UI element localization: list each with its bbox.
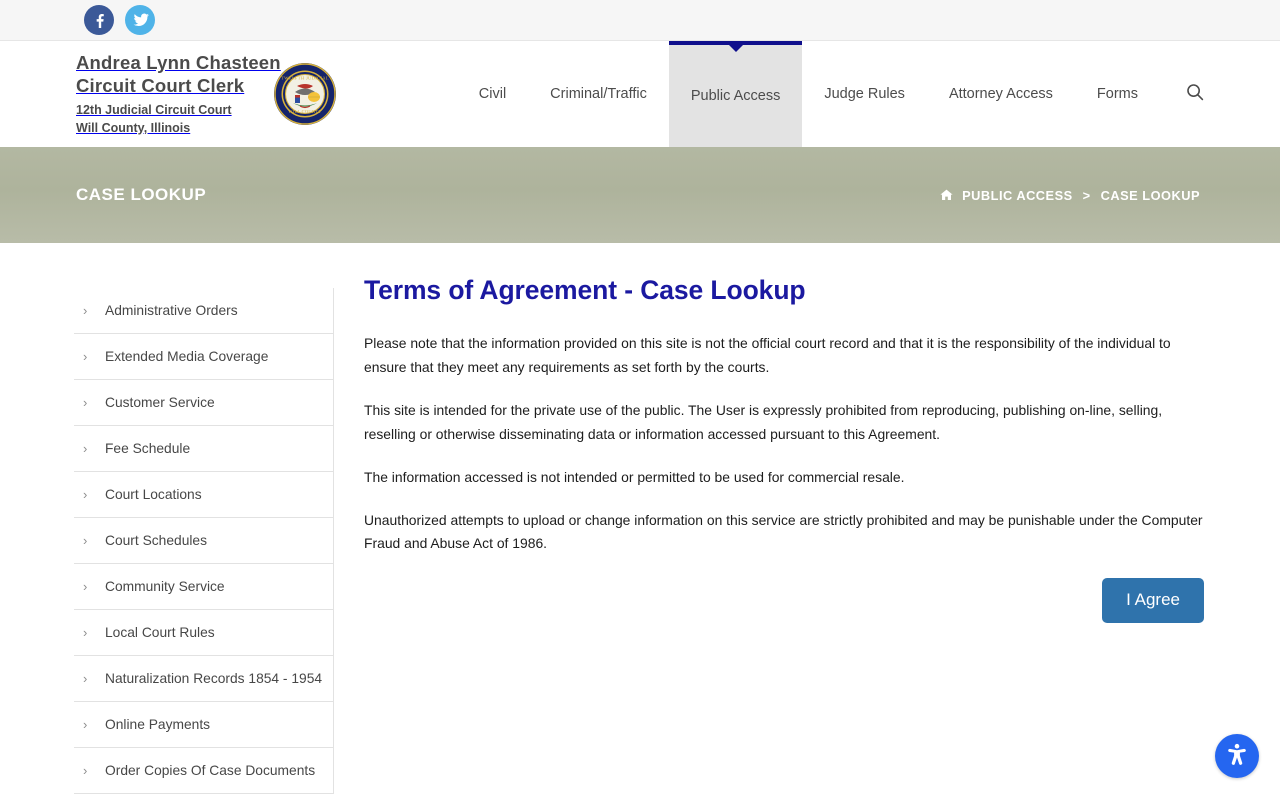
sidebar-item-label: Court Schedules <box>105 533 208 548</box>
nav-label: Attorney Access <box>948 86 1053 102</box>
accessibility-widget-button[interactable] <box>1215 734 1259 778</box>
sidebar-item-online-payments[interactable] <box>74 702 333 748</box>
twitter-icon <box>132 12 149 29</box>
sidebar-item-label: Extended Media Coverage <box>105 349 269 364</box>
sidebar-item-naturalization-records[interactable] <box>74 656 333 702</box>
nav-label: Criminal/Traffic <box>550 86 647 102</box>
sidebar-item-court-schedules[interactable] <box>74 518 333 564</box>
accessibility-person-icon <box>1224 741 1250 772</box>
sidebar-item-local-court-rules[interactable] <box>74 610 333 656</box>
chevron-right-icon: › <box>83 671 88 686</box>
sidebar-item-administrative-orders[interactable] <box>74 288 333 334</box>
search-icon <box>1186 83 1204 106</box>
social-links <box>84 5 155 35</box>
breadcrumb-item-public-access[interactable]: PUBLIC ACCESS <box>962 187 1073 203</box>
sidebar-item-label: Order Copies Of Case Documents <box>105 763 316 778</box>
chevron-right-icon: › <box>83 579 88 594</box>
chevron-right-icon: › <box>83 625 88 640</box>
sidebar-item-label: Court Locations <box>105 487 202 502</box>
page-banner <box>0 147 1280 243</box>
breadcrumb <box>940 188 1200 203</box>
sidebar-menu <box>74 288 334 794</box>
sidebar-item-label: Community Service <box>105 579 225 594</box>
chevron-right-icon: › <box>83 441 88 456</box>
home-icon <box>940 189 953 201</box>
nav-item-judge-rules[interactable] <box>802 41 927 147</box>
sidebar-item-label: Online Payments <box>105 717 211 732</box>
sidebar-item-fee-schedule[interactable] <box>74 426 333 472</box>
sidebar-item-label: Customer Service <box>105 395 215 410</box>
brand-clerk-name: Andrea Lynn Chasteen <box>76 51 281 73</box>
nav-label: Judge Rules <box>824 86 905 102</box>
search-toggle-button[interactable] <box>1160 41 1208 147</box>
sidebar-item-label: Local Court Rules <box>105 625 215 640</box>
svg-text:WILL COUNTY: WILL COUNTY <box>288 109 322 114</box>
facebook-link[interactable] <box>84 5 114 35</box>
agree-button-row <box>364 578 1210 623</box>
sidebar-item-label: Administrative Orders <box>105 303 238 318</box>
sidebar-item-customer-service[interactable] <box>74 380 333 426</box>
chevron-right-icon: › <box>83 763 88 778</box>
sidebar-item-court-locations[interactable] <box>74 472 333 518</box>
nav-item-attorney-access[interactable] <box>927 41 1075 147</box>
brand-clerk-title: Circuit Court Clerk <box>76 74 245 96</box>
sidebar-item-label: Naturalization Records 1854 - 1954 <box>105 671 323 686</box>
chevron-right-icon: › <box>83 533 88 548</box>
chevron-right-icon: › <box>83 717 88 732</box>
twitter-link[interactable] <box>125 5 155 35</box>
breadcrumb-separator: > <box>1082 187 1091 203</box>
sidebar-item-order-copies-of-case-documents[interactable] <box>74 748 333 794</box>
nav-item-civil[interactable] <box>457 41 528 147</box>
sidebar-item-community-service[interactable] <box>74 564 333 610</box>
terms-paragraph-1: Please note that the information provided on this site is not the official court record and that it is the responsibility of the individual to ensure that they meet any requirements as set forth by the courts. <box>364 335 1171 375</box>
page-body <box>0 243 1280 794</box>
brand-text-block <box>76 52 281 136</box>
sidebar-item-extended-media-coverage[interactable] <box>74 334 333 380</box>
chevron-right-icon: › <box>83 303 88 318</box>
brand-county: Will County, Illinois <box>76 120 191 135</box>
chevron-right-icon: › <box>83 349 88 364</box>
chevron-right-icon: › <box>83 395 88 410</box>
nav-label: Civil <box>478 86 507 102</box>
nav-item-forms[interactable] <box>1075 41 1160 147</box>
illinois-court-seal-icon <box>273 62 337 126</box>
facebook-icon <box>91 12 107 28</box>
terms-paragraph-2: This site is intended for the private use of the public. The User is expressly prohibited from reproducing, publishing on-line, selling, reselling or otherwise disseminating data or information accessed pursuant to this Agreement. <box>364 401 1163 442</box>
chevron-right-icon: › <box>83 487 88 502</box>
i-agree-button[interactable]: I Agree <box>1102 578 1204 623</box>
site-logo[interactable] <box>0 41 337 147</box>
brand-circuit: 12th Judicial Circuit Court <box>76 103 232 118</box>
nav-item-criminal-traffic[interactable] <box>528 41 669 147</box>
terms-paragraph-4: Unauthorized attempts to upload or change information on this service are strictly prohibited and may be punishable under the Computer Fraud and Abuse Act of 1986. <box>364 511 1203 552</box>
main-content <box>364 275 1280 623</box>
nav-item-public-access[interactable] <box>669 41 802 147</box>
nav-label: Public Access <box>690 88 781 104</box>
svg-text:TWELFTH JUDICIAL: TWELFTH JUDICIAL <box>280 75 329 81</box>
main-navigation <box>337 41 1280 147</box>
content-heading: Terms of Agreement - Case Lookup <box>364 275 806 305</box>
terms-paragraph-3: The information accessed is not intended or permitted to be used for commercial resale. <box>364 468 905 485</box>
page-title: CASE LOOKUP <box>76 185 207 204</box>
site-masthead <box>0 41 1280 147</box>
breadcrumb-item-current: CASE LOOKUP <box>1100 187 1200 203</box>
sidebar-item-label: Fee Schedule <box>105 441 191 456</box>
top-utility-bar <box>0 0 1280 41</box>
nav-label: Forms <box>1096 86 1138 102</box>
